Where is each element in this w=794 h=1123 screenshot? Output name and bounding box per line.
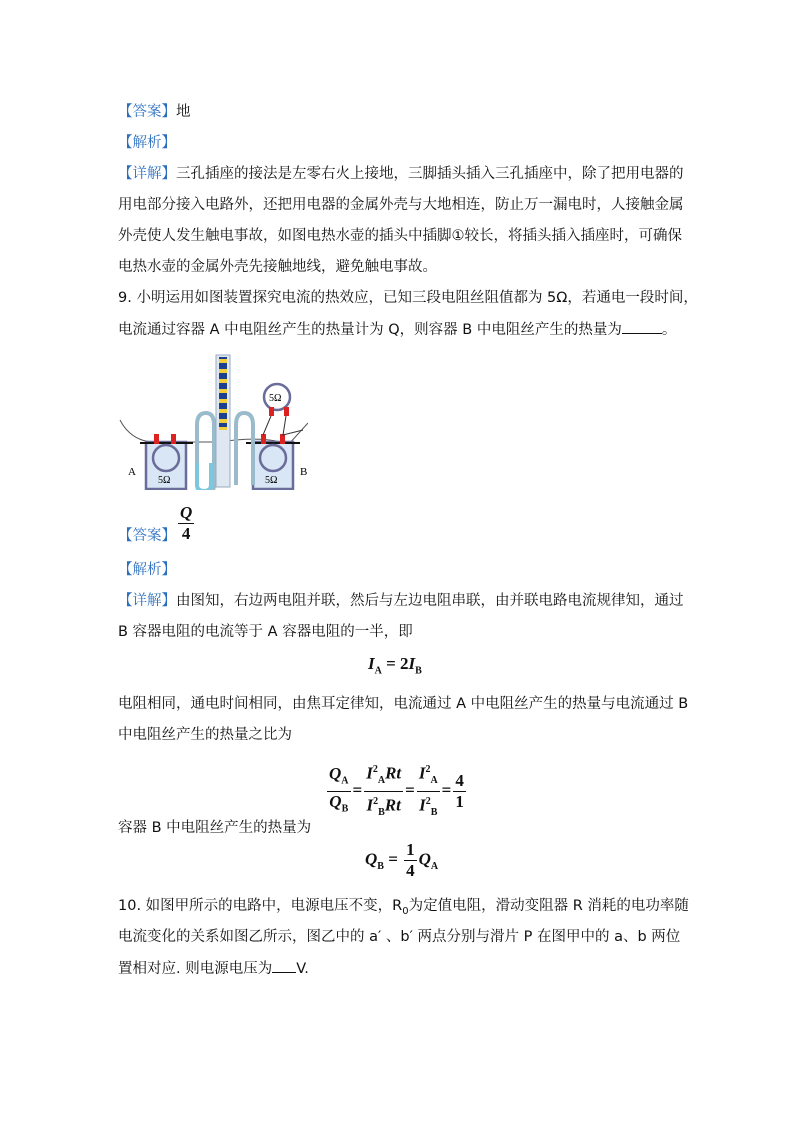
answer-blank [272, 958, 296, 973]
var: I [408, 654, 416, 673]
var: Q [329, 792, 342, 812]
q8-answer [118, 102, 191, 122]
q8-detail-3: 外壳使人发生触电事故，如图电热水壶的插头中插脚①较长，将插头插入插座时，可确保 [118, 228, 682, 244]
text: 电流通过容器 A 中电阻丝产生的热量计为 Q，则容器 B 中电阻丝产生的热量为 [118, 322, 622, 338]
answer-label: 【答案】 [118, 528, 176, 544]
q8-detail-4: 电热水壶的金属外壳先接触地线，避免触电事故。 [118, 259, 437, 275]
sub: A [341, 775, 349, 787]
text: 置相对应. 则电源电压为 [118, 961, 273, 977]
equation-heat-ratio: $\frac{Q_A}{Q_B}$ = $\frac{I^2_ARt}{I^2_BRt}$ = $\frac{I^2_A}{I^2_B}$ = $\frac{4}{1}$ [325, 760, 468, 823]
equation-current [368, 654, 422, 676]
q10-line-1 [118, 896, 689, 922]
var: Rt [385, 763, 402, 783]
q9-answer [118, 526, 176, 546]
text: 。 [661, 322, 677, 338]
denominator: 4 [181, 524, 191, 543]
answer-text: 地 [176, 104, 191, 120]
sub: A [377, 775, 386, 787]
q9-line-1: 9. 小明运用如图装置探究电流的热效应，已知三段电阻丝阻值都为 5Ω，若通电一段时间， [118, 290, 698, 306]
q9-detail-4: 中电阻丝产生的热量之比为 [118, 727, 292, 743]
sup: 2 [425, 764, 431, 775]
var: I [366, 763, 373, 783]
var: Q [365, 849, 378, 869]
denominator: 4 [406, 861, 415, 880]
var: I [418, 763, 426, 783]
q9-detail-1 [118, 591, 684, 611]
sub: B [378, 807, 385, 819]
q8-detail-1 [118, 164, 684, 184]
subscript: 0 [402, 905, 409, 917]
answer-fraction [176, 503, 196, 544]
text: V. [296, 961, 309, 977]
sub: A [430, 860, 439, 872]
sub: B [341, 803, 349, 815]
detail-label: 【详解】 [118, 593, 176, 609]
text: 由图知，右边两电阻并联，然后与左边电阻串联，由并联电路电流规律知，通过 [176, 593, 684, 609]
var: I [366, 795, 374, 815]
answer-blank [622, 319, 662, 334]
answer-label: 【答案】 [118, 104, 176, 120]
resistor-b-label: 5Ω [265, 475, 278, 486]
sub: B [377, 860, 384, 872]
text: 为定值电阻，滑动变阻器 R 消耗的电功率随 [408, 898, 689, 914]
numerator: 4 [455, 771, 464, 791]
analysis-label: 【解析】 [118, 135, 176, 151]
q9-detail-3: 电阻相同，通电时间相同，由焦耳定律知，电流通过 A 中电阻丝产生的热量与电流通过 B [118, 696, 689, 712]
label-a: A [128, 466, 136, 478]
q10-line-3 [118, 958, 309, 979]
joule-heating-apparatus-figure [118, 345, 308, 490]
q9-detail-2: B 容器电阻的电流等于 A 容器电阻的一半，即 [118, 624, 413, 640]
sup: 2 [425, 796, 431, 808]
text: 三孔插座的接法是左零右火上接地，三脚插头插入三孔插座中，除了把用电器的 [176, 166, 684, 182]
denominator: 1 [455, 792, 464, 812]
detail-label: 【详解】 [118, 166, 176, 182]
sub: A [430, 775, 438, 787]
var: Q [418, 849, 431, 869]
numerator: 1 [406, 840, 415, 859]
equation-heat-b: $Q_B$ = $\frac{1}{4}$ $Q_A$ [365, 840, 439, 880]
sup: 2 [372, 764, 378, 775]
q8-detail-2: 用电部分接入电路外，还把用电器的金属外壳与大地相连，防止万一漏电时，人接触金属 [118, 197, 684, 213]
var: Q [329, 763, 342, 783]
sub: B [430, 807, 438, 819]
q10-line-2: 电流变化的关系如图乙所示，图乙中的 a′ 、b′ 两点分别与滑片 P 在图甲中的 a、b 两位 [118, 929, 681, 945]
numerator: Q [180, 503, 193, 522]
resistor-a-label: 5Ω [158, 475, 171, 486]
sub: B [415, 665, 422, 677]
op: = 2 [381, 654, 409, 673]
q9-detail-5: 容器 B 中电阻丝产生的热量为 [118, 820, 312, 836]
var: I [368, 654, 375, 673]
q9-line-2 [118, 319, 676, 340]
sup: 2 [373, 796, 379, 808]
resistor-top-label: 5Ω [269, 393, 282, 404]
text: 10. 如图甲所示的电路中，电源电压不变，R [118, 898, 403, 914]
var: I [419, 795, 426, 815]
label-b: B [300, 466, 308, 478]
var: Rt [384, 795, 401, 815]
sub: A [374, 665, 382, 677]
analysis-label: 【解析】 [118, 562, 176, 578]
